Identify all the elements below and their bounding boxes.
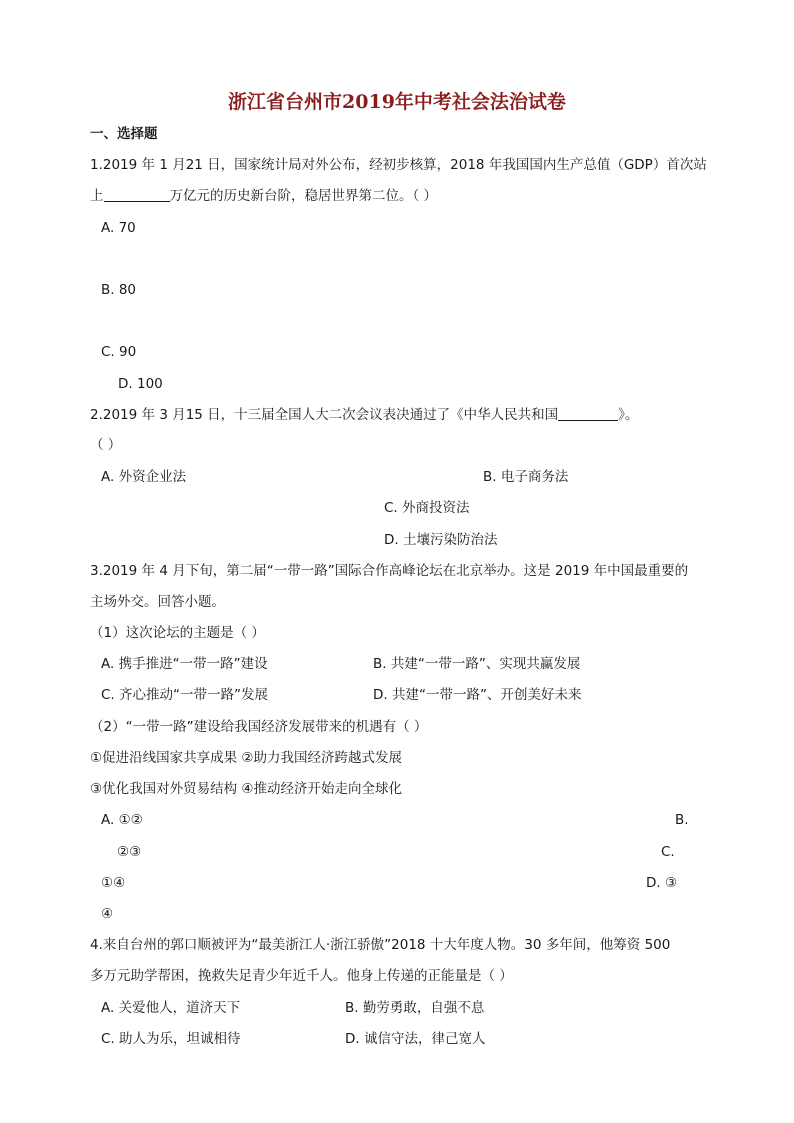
- q4-option-b: B. 勤劳勇敢，自强不息: [345, 1000, 485, 1016]
- q4-option-d: D. 诚信守法，律己宽人: [345, 1031, 486, 1047]
- q1-stem-line2-post: 万亿元的历史新台阶，稳居世界第二位。（ ）: [169, 188, 438, 204]
- q2-stem-line1: [90, 406, 638, 424]
- q3-sub1-option-b: B. 共建“一带一路”、实现共赢发展: [373, 656, 581, 672]
- q2-stem-line1-post: 》。: [618, 407, 639, 423]
- section-heading: 一、选择题: [90, 126, 158, 142]
- q2-option-d: D. 土壤污染防治法: [384, 532, 498, 548]
- q3-sub2-option-c-label: C.: [661, 844, 675, 860]
- q3-sub2-option-d-label: D. ③: [646, 875, 678, 891]
- q3-sub2-option-c-value: ①④: [101, 875, 126, 891]
- q4-option-a: A. 关爱他人，道济天下: [101, 1000, 241, 1016]
- q3-statement-line1: ①促进沿线国家共享成果 ②助力我国经济跨越式发展: [90, 750, 402, 766]
- q2-stem-line2: （ ）: [90, 437, 122, 453]
- q3-stem-line1: 3.2019 年 4 月下旬，第二届“一带一路”国际合作高峰论坛在北京举办。这是 2019 年中国最重要的: [90, 563, 689, 579]
- q3-sub2-option-b-value: ②③: [117, 844, 142, 860]
- q3-sub2-option-b-label: B.: [675, 812, 689, 828]
- q2-option-b: B. 电子商务法: [483, 469, 569, 485]
- q1-option-d: D. 100: [118, 376, 163, 392]
- q2-option-c: C. 外商投资法: [384, 500, 470, 516]
- q3-sub1-option-a: A. 携手推进“一带一路”建设: [101, 656, 268, 672]
- page-title: 浙江省台州市2019年中考社会法治试卷: [228, 91, 566, 113]
- q4-stem-line2: 多万元助学帮困，挽救失足青少年近千人。他身上传递的正能量是（ ）: [90, 968, 513, 984]
- q3-sub2-option-d-value: ④: [101, 906, 114, 922]
- q2-option-a: A. 外资企业法: [101, 469, 187, 485]
- q1-stem-line1: 1.2019 年 1 月21 日，国家统计局对外公布，经初步核算，2018 年我国国内生产总值（GDP）首次站: [90, 157, 707, 173]
- q3-sub1-option-c: C. 齐心推动“一带一路”发展: [101, 687, 268, 703]
- q1-option-a: A. 70: [101, 220, 136, 236]
- q3-sub2-stem: （2）“一带一路”建设给我国经济发展带来的机遇有（ ）: [90, 719, 428, 735]
- q1-option-b: B. 80: [101, 282, 137, 298]
- q1-option-c: C. 90: [101, 344, 137, 360]
- q1-stem-line2: [90, 187, 437, 205]
- q3-sub1-stem: （1）这次论坛的主题是（ ）: [90, 625, 265, 641]
- q3-sub2-option-a: A. ①②: [101, 812, 143, 828]
- q3-statement-line2: ③优化我国对外贸易结构 ④推动经济开始走向全球化: [90, 781, 402, 797]
- q3-stem-line2: 主场外交。回答小题。: [90, 594, 225, 610]
- q3-sub1-option-d: D. 共建“一带一路”、开创美好未来: [373, 687, 582, 703]
- answer-blank: [104, 187, 170, 202]
- q1-stem-line2-pre: 上: [90, 188, 104, 204]
- q4-option-c: C. 助人为乐，坦诚相待: [101, 1031, 241, 1047]
- q2-stem-line1-pre: 2.2019 年 3 月15 日，十三届全国人大二次会议表决通过了《中华人民共和国: [90, 407, 559, 423]
- answer-blank: [558, 406, 618, 421]
- q4-stem-line1: 4.来自台州的郭口顺被评为“最美浙江人·浙江骄傲”2018 十大年度人物。30 多年间，他筹资 500: [90, 937, 671, 953]
